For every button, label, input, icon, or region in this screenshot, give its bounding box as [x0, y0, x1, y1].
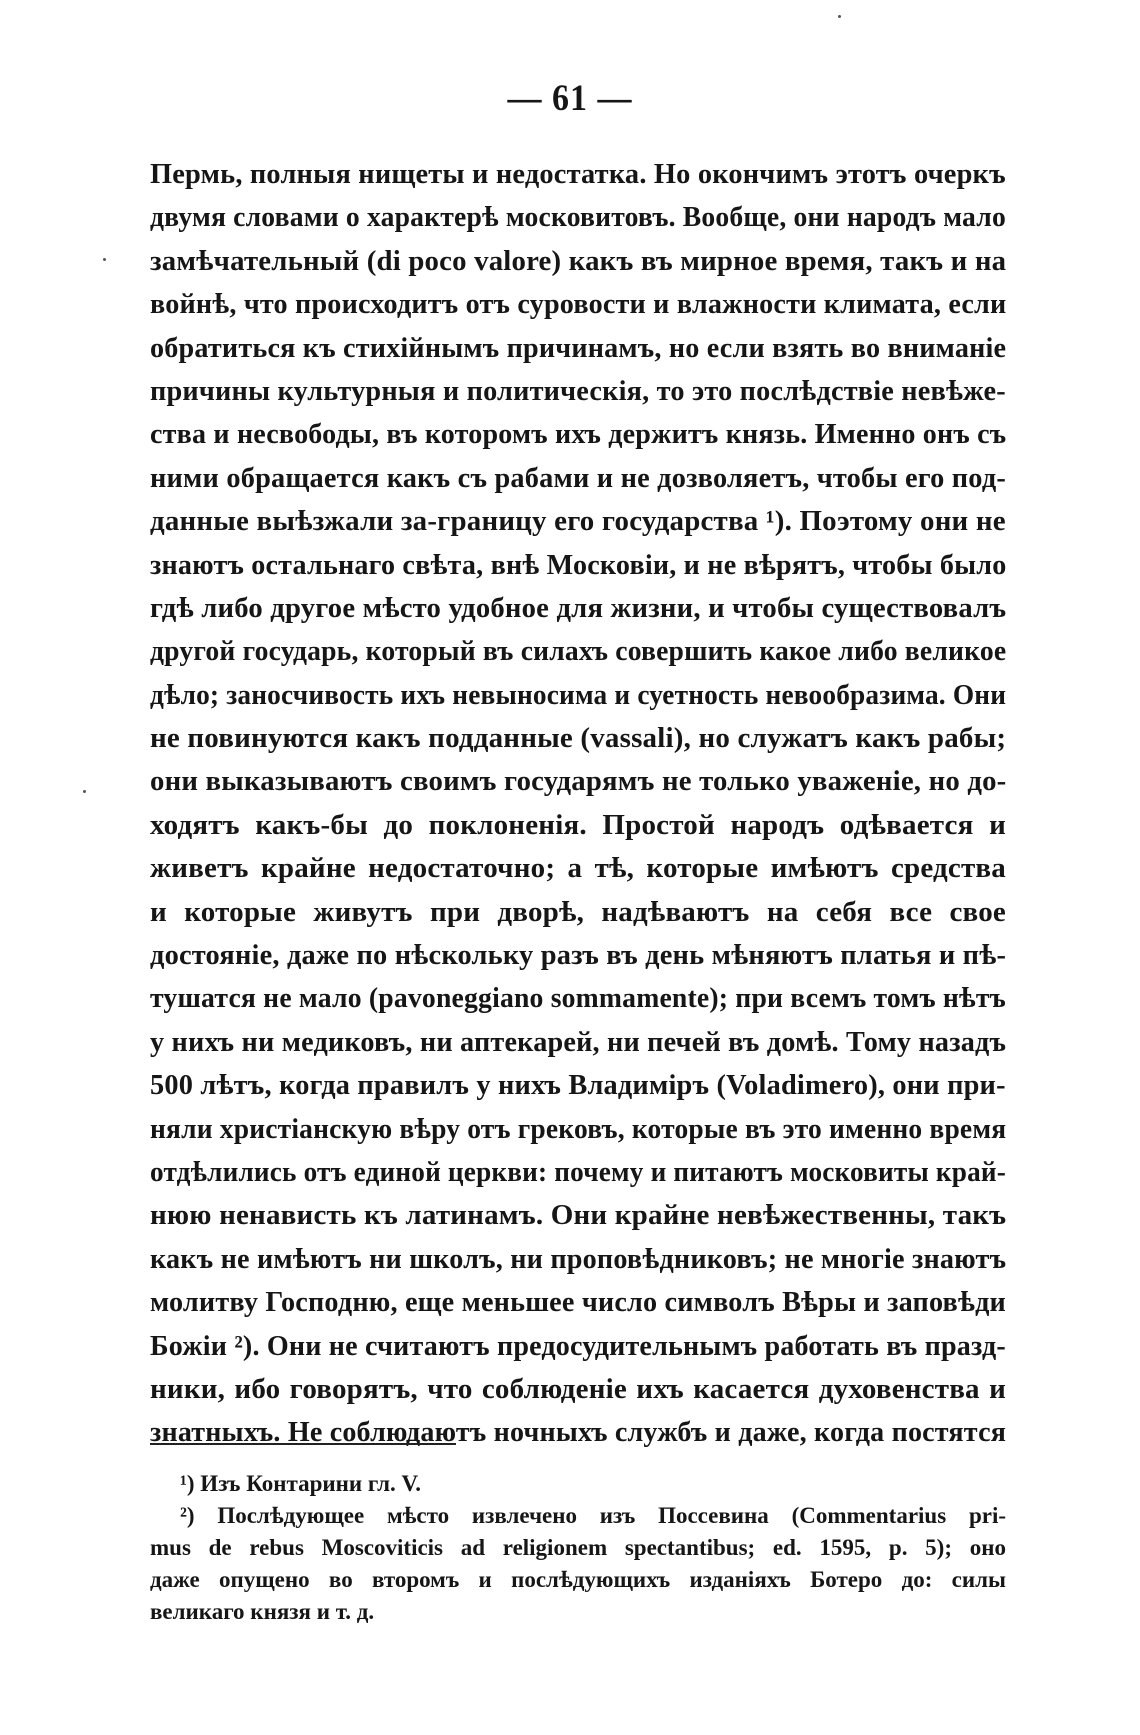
footnote-2-line: даже опущено во второмъ и послѣдующихъ изданіяхъ Ботеро до: силы	[150, 1567, 1006, 1592]
text-line: и которые живутъ при дворѣ, надѣваютъ на себя все свое	[150, 895, 1006, 928]
footnote-2-line: ²) Послѣдующее мѣсто извлечено изъ Поссевина (Commentarius pri-	[180, 1503, 1006, 1528]
text-line: 500 лѣтъ, когда правилъ у нихъ Владиміръ (Voladimero), они при-	[150, 1069, 1006, 1102]
text-line: Пермь, полныя нищеты и недостатка. Но окончимъ этотъ очеркъ	[150, 158, 1006, 190]
text-line: не повинуются какъ подданные (vassali), но служатъ какъ рабы;	[150, 722, 1007, 755]
text-line: ства и несвободы, въ которомъ ихъ держитъ князь. Именно онъ съ	[150, 418, 1007, 451]
footnote-2-line: великаго князя и т. д.	[150, 1599, 375, 1624]
text-line: ходятъ какъ-бы до поклоненія. Простой народъ одѣвается и	[150, 808, 1006, 841]
text-line: обратиться къ стихійнымъ причинамъ, но если взять во вниманіе	[150, 331, 1007, 364]
text-line: няли христіанскую вѣру отъ грековъ, которые въ это именно время	[150, 1112, 1007, 1145]
footnote-separator	[150, 1443, 456, 1445]
footnote-2-line: mus de rebus Moscoviticis ad religionem spectantibus; ed. 1595, p. 5); оно	[150, 1535, 1006, 1560]
text-line: гдѣ либо другое мѣсто удобное для жизни, и чтобы существовалъ	[150, 591, 1007, 624]
text-line: дѣло; заносчивость ихъ невыносима и суетность невообразима. Они	[150, 678, 1007, 711]
page-number: — 61 —	[507, 78, 633, 119]
text-line: тушатся не мало (pavoneggiano sommamente); при всемъ томъ нѣтъ	[150, 982, 1006, 1015]
text-line: знаютъ остальнаго свѣта, внѣ Московіи, и не вѣрятъ, чтобы было	[150, 548, 1007, 581]
text-line: другой государь, который въ силахъ совершить какое либо великое	[150, 635, 1007, 668]
text-line: данные выѣзжали за-границу его государства ¹). Поэтому они не	[150, 505, 1006, 538]
text-line: живетъ крайне недостаточно; а тѣ, которые имѣютъ средства	[150, 852, 1006, 885]
text-line: какъ не имѣютъ ни школъ, ни проповѣдниковъ; не многіе знаютъ	[150, 1242, 1007, 1275]
text-line: ники, ибо говорятъ, что соблюденіе ихъ касается духовенства и	[150, 1372, 1006, 1405]
text-line: войнѣ, что происходитъ отъ суровости и влажности климата, если	[150, 288, 1007, 321]
text-line: молитву Господню, еще меньшее число символъ Вѣры и заповѣди	[150, 1286, 1006, 1319]
text-line: ними обращается какъ съ рабами и не дозволяетъ, чтобы его под-	[150, 461, 1007, 494]
text-line: причины культурныя и политическія, то это послѣдствіе невѣже-	[150, 374, 1006, 407]
text-line: нюю ненависть къ латинамъ. Они крайне невѣжественны, такъ	[150, 1199, 1007, 1232]
print-speck	[83, 790, 86, 793]
text-line: замѣчательный (di poco valore) какъ въ мирное время, такъ и на	[150, 244, 1007, 277]
main-text	[150, 153, 1006, 1455]
text-line: достояніе, даже по нѣскольку разъ въ день мѣняютъ платья и пѣ-	[150, 939, 1007, 972]
footnotes	[150, 1468, 1006, 1628]
footnote-1: ¹) Изъ Контарини гл. V.	[180, 1471, 421, 1496]
text-line: отдѣлились отъ единой церкви: почему и питаютъ московиты край-	[150, 1155, 1007, 1188]
text-line: знатныхъ. Не соблюдаютъ ночныхъ службъ и даже, когда постятся	[150, 1416, 1007, 1449]
text-line: у нихъ ни медиковъ, ни аптекарей, ни печей въ домѣ. Тому назадъ	[150, 1025, 1007, 1058]
print-speck	[838, 15, 841, 18]
text-line: двумя словами о характерѣ московитовъ. Вообще, они народъ мало	[150, 201, 1006, 234]
text-line: Божіи ²). Они не считаютъ предосудительнымъ работать въ празд-	[150, 1329, 1006, 1362]
print-speck	[103, 258, 106, 261]
text-line: они выказываютъ своимъ государямъ не только уваженіе, но до-	[150, 765, 1007, 798]
